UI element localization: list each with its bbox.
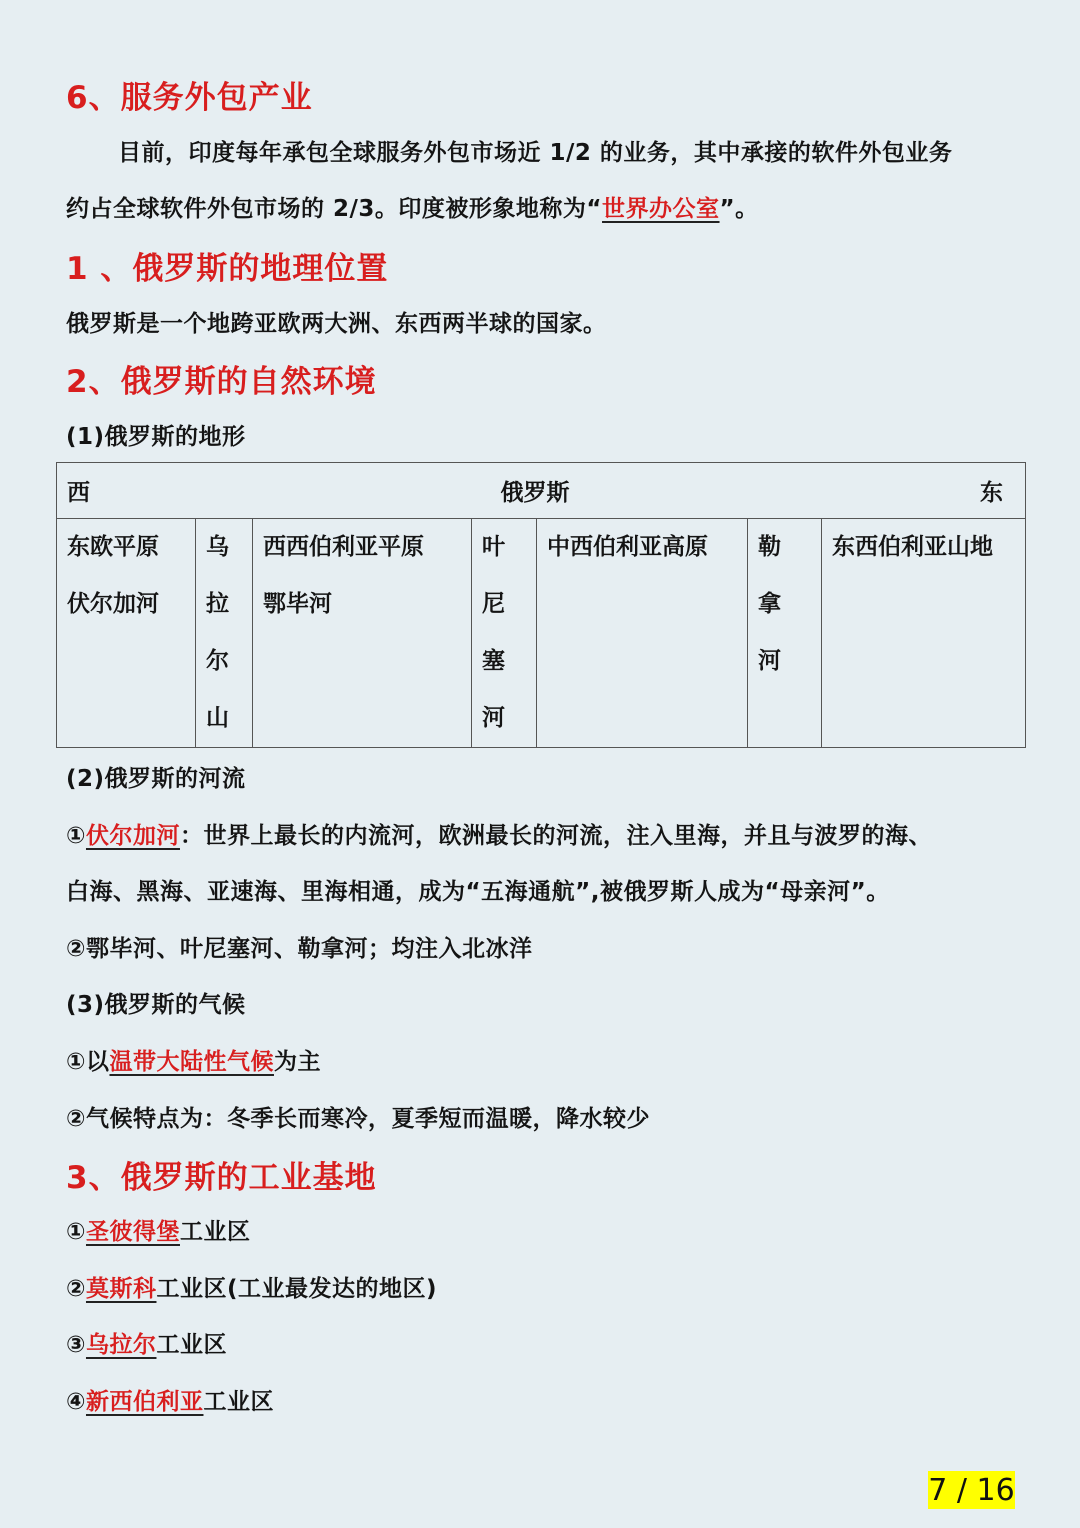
cell-east-european-plain: 东欧平原 伏尔加河 — [57, 519, 196, 748]
section1-text: 俄罗斯是一个地跨亚欧两大洲、东西两半球的国家。 — [66, 311, 607, 337]
climate2-line: ②气候特点为：冬季长而寒冷，夏季短而温暖，降水较少 — [66, 1106, 650, 1132]
cell-lena-river: 勒拿河 — [748, 519, 822, 748]
river2-line: ②鄂毕河、叶尼塞河、勒拿河；均注入北冰洋 — [66, 936, 533, 962]
keyword-moscow: 莫斯科 — [85, 1276, 157, 1302]
keyword-climate: 温带大陆性气候 — [109, 1049, 274, 1075]
industry-item: ③乌拉尔工业区 — [66, 1332, 227, 1358]
terrain-table — [56, 462, 1026, 748]
cell-central-siberian-plateau: 中西伯利亚高原 — [537, 519, 748, 748]
section6-title: 6、服务外包产业 — [66, 80, 313, 116]
keyword-world-office: 世界办公室 — [602, 196, 720, 222]
keyword-st-petersburg: 圣彼得堡 — [85, 1219, 180, 1245]
cell-east-siberian-mountains: 东西伯利亚山地 — [822, 519, 1026, 748]
section6-line2: 约占全球软件外包市场的 2/3。印度被形象地称为“世界办公室”。 — [66, 196, 759, 222]
climate1-line: ①以温带大陆性气候为主 — [66, 1049, 321, 1075]
keyword-novosibirsk: 新西伯利亚 — [85, 1389, 204, 1415]
cell-ural-mountains: 乌拉尔山 — [196, 519, 253, 748]
table-east: 东 — [980, 480, 1003, 506]
river1-line2: 白海、黑海、亚速海、里海相通，成为“五海通航”,被俄罗斯人成为“母亲河”。 — [66, 879, 890, 905]
table-header-row — [57, 463, 1026, 519]
keyword-ural: 乌拉尔 — [85, 1332, 157, 1358]
industry-item: ④新西伯利亚工业区 — [66, 1389, 274, 1415]
industry-item: ②莫斯科工业区(工业最发达的地区) — [66, 1276, 438, 1302]
terrain-label: (1)俄罗斯的地形 — [66, 424, 246, 450]
keyword-volga: 伏尔加河 — [85, 823, 180, 849]
table-center: 俄罗斯 — [500, 480, 570, 506]
section2-title: 2、俄罗斯的自然环境 — [66, 364, 377, 400]
section1-title: 1 、俄罗斯的地理位置 — [66, 251, 389, 287]
section3-title: 3、俄罗斯的工业基地 — [66, 1160, 377, 1196]
section6-line1: 目前，印度每年承包全球服务外包市场近 1/2 的业务，其中承接的软件外包业务 — [118, 140, 953, 166]
climate-label: (3)俄罗斯的气候 — [66, 992, 246, 1018]
cell-west-siberian-plain: 西西伯利亚平原 鄂毕河 — [253, 519, 472, 748]
table-row — [57, 519, 1026, 748]
industry-item: ①圣彼得堡工业区 — [66, 1219, 251, 1245]
table-west: 西 — [67, 480, 90, 506]
cell-yenisei-river: 叶尼塞河 — [472, 519, 537, 748]
river1-line1: ①伏尔加河：世界上最长的内流河，欧洲最长的河流，注入里海，并且与波罗的海、 — [66, 823, 932, 849]
page-number-badge: 7 / 16 — [928, 1472, 1015, 1508]
rivers-label: (2)俄罗斯的河流 — [66, 766, 246, 792]
